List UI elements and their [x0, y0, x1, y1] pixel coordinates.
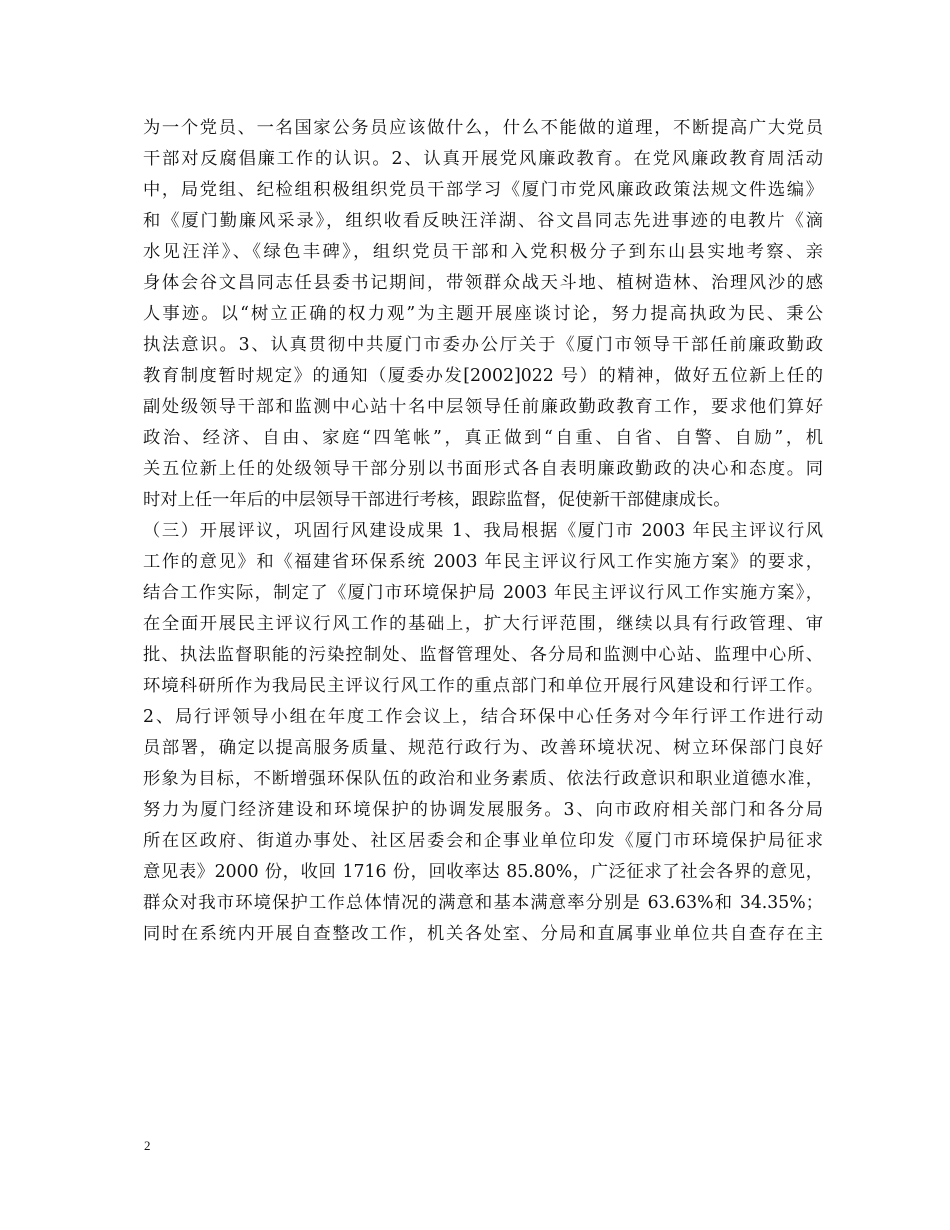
body-text — [143, 113, 823, 950]
text-line: 同时在系统内开展自查整改工作，机关各处室、分局和直属事业单位共自查存在主 — [143, 924, 823, 944]
text-line: （三）开展评议，巩固行风建设成果 1、我局根据《厦门市 2003 年民主评议行风 — [143, 521, 823, 541]
text-line: 政治、经济、自由、家庭“四笔帐”，真正做到“自重、自省、自警、自励”，机 — [143, 428, 823, 448]
text-line: 关五位新上任的处级领导干部分别以书面形式各自表明廉政勤政的决心和态度。同 — [143, 459, 823, 479]
text-line: 教育制度暂时规定》的通知（厦委办发[2002]022 号）的精神，做好五位新上任的 — [143, 366, 823, 386]
text-line: 时对上任一年后的中层领导干部进行考核，跟踪监督，促使新干部健康成长。 — [143, 490, 731, 510]
text-line: 2、局行评领导小组在年度工作会议上，结合环保中心任务对今年行评工作进行动 — [143, 707, 823, 727]
text-line: 形象为目标，不断增强环保队伍的政治和业务素质、依法行政意识和职业道德水准， — [143, 769, 823, 789]
text-line: 人事迹。以“树立正确的权力观”为主题开展座谈讨论，努力提高执政为民、秉公 — [143, 304, 823, 324]
page-number: 2 — [144, 1138, 151, 1153]
text-line: 环境科研所作为我局民主评议行风工作的重点部门和单位开展行风建设和行评工作。 — [143, 676, 823, 696]
text-line: 副处级领导干部和监测中心站十名中层领导任前廉政勤政教育工作，要求他们算好 — [143, 397, 823, 417]
text-line: 努力为厦门经济建设和环境保护的协调发展服务。3、向市政府相关部门和各分局 — [143, 800, 823, 820]
text-line: 执法意识。3、认真贯彻中共厦门市委办公厅关于《厦门市领导干部任前廉政勤政 — [143, 335, 823, 355]
text-line: 和《厦门勤廉风采录》，组织收看反映汪洋湖、谷文昌同志先进事迹的电教片《滴 — [143, 211, 823, 231]
text-line: 中，局党组、纪检组积极组织党员干部学习《厦门市党风廉政政策法规文件选编》 — [143, 180, 823, 200]
text-line: 水见汪洋》、《绿色丰碑》，组织党员干部和入党积极分子到东山县实地考察、亲 — [143, 242, 823, 262]
text-line: 身体会谷文昌同志任县委书记期间，带领群众战天斗地、植树造林、治理风沙的感 — [143, 273, 823, 293]
text-line: 群众对我市环境保护工作总体情况的满意和基本满意率分别是 63.63%和 34.35%； — [143, 893, 823, 913]
text-line: 为一个党员、一名国家公务员应该做什么，什么不能做的道理，不断提高广大党员 — [143, 118, 823, 138]
text-line: 所在区政府、街道办事处、社区居委会和企事业单位印发《厦门市环境保护局征求 — [143, 831, 823, 851]
text-line: 批、执法监督职能的污染控制处、监督管理处、各分局和监测中心站、监理中心所、 — [143, 645, 823, 665]
text-line: 结合工作实际，制定了《厦门市环境保护局 2003 年民主评议行风工作实施方案》， — [143, 583, 823, 603]
text-line: 干部对反腐倡廉工作的认识。2、认真开展党风廉政教育。在党风廉政教育周活动 — [143, 149, 823, 169]
text-line: 员部署，确定以提高服务质量、规范行政行为、改善环境状况、树立环保部门良好 — [143, 738, 823, 758]
text-line: 工作的意见》和《福建省环保系统 2003 年民主评议行风工作实施方案》的要求， — [143, 552, 823, 572]
text-line: 在全面开展民主评议行风工作的基础上，扩大行评范围，继续以具有行政管理、审 — [143, 614, 823, 634]
text-line: 意见表》2000 份，收回 1716 份，回收率达 85.80%，广泛征求了社会各界的意见， — [143, 862, 823, 882]
